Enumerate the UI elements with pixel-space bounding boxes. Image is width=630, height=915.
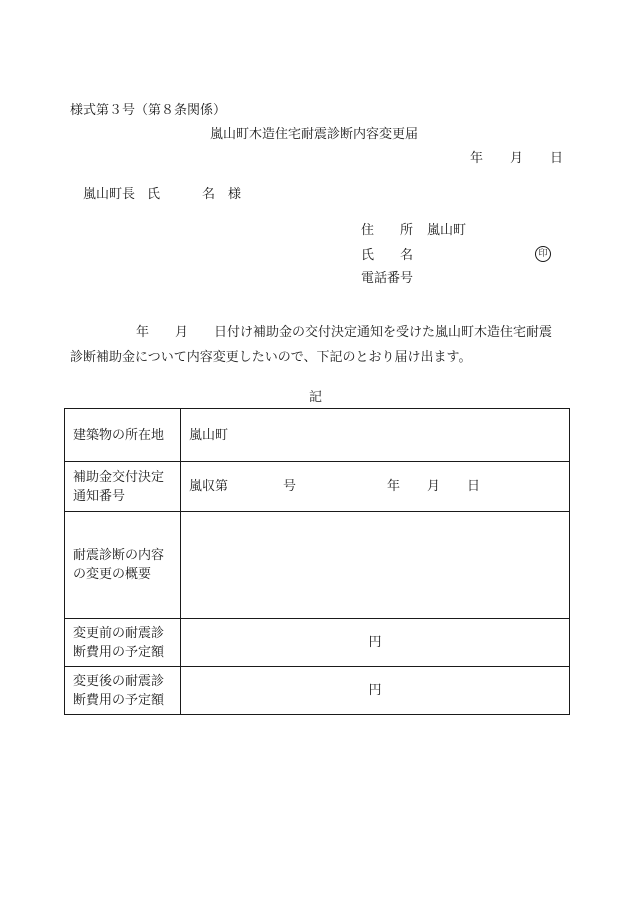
table-row [65, 512, 570, 619]
after-cost-label-line-1: 変更後の耐震診 [73, 673, 165, 689]
change-label-line-2: の変更の概要 [73, 567, 152, 582]
date-month-label: 月 [510, 151, 524, 166]
before-cost-unit: 円 [368, 635, 382, 650]
name-label: 氏 名 [361, 248, 414, 263]
body-line-2: 診断補助金について内容変更したいので、下記のとおり届け出ます。 [70, 350, 472, 365]
phone-label: 電話番号 [361, 271, 414, 286]
before-cost-label-line-1: 変更前の耐震診 [73, 625, 165, 641]
body-line-1: 年 月 日付け補助金の交付決定通知を受けた嵐山町木造住宅耐震 [136, 325, 553, 340]
address-value: 嵐山町 [427, 223, 467, 238]
after-cost-unit: 円 [368, 683, 382, 698]
document-title: 嵐山町木造住宅耐震診断内容変更届 [210, 127, 419, 142]
notice-value[interactable] [181, 462, 570, 512]
table-row [65, 667, 570, 715]
notice-prefix: 嵐収第 [189, 479, 229, 494]
recipient-mayor: 嵐山町長 [83, 187, 136, 202]
details-table [64, 408, 570, 715]
notice-year: 年 [387, 479, 401, 494]
table-row [65, 619, 570, 667]
change-label-line-1: 耐震診断の内容 [73, 548, 165, 563]
notice-day: 日 [467, 479, 481, 494]
ki-heading: 記 [309, 390, 323, 405]
recipient-shi: 氏 [147, 187, 161, 202]
seal-mark: 印 [535, 246, 551, 262]
body-paragraph [70, 320, 565, 370]
date-day-label: 日 [550, 151, 564, 166]
change-summary-value[interactable] [181, 512, 570, 619]
date-year-label: 年 [470, 151, 484, 166]
recipient-mei: 名 [202, 187, 216, 202]
before-cost-label-line-2: 断費用の予定額 [73, 644, 165, 660]
after-cost-label-line-2: 断費用の予定額 [73, 692, 165, 708]
notice-go: 号 [283, 479, 297, 494]
after-cost-label [65, 667, 181, 715]
before-cost-label [65, 619, 181, 667]
recipient-line [83, 188, 241, 201]
before-cost-value[interactable] [181, 619, 570, 667]
table-row [65, 409, 570, 462]
location-value[interactable]: 嵐山町 [181, 409, 570, 462]
table-row [65, 462, 570, 512]
recipient-sama: 様 [228, 187, 242, 202]
address-label: 住 所 [361, 223, 414, 238]
notice-month: 月 [427, 479, 441, 494]
notice-label [65, 462, 181, 512]
location-label: 建築物の所在地 [65, 409, 181, 462]
change-label [65, 512, 181, 619]
form-number: 様式第３号（第８条関係） [70, 103, 227, 118]
after-cost-value[interactable] [181, 667, 570, 715]
notice-label-line-2: 通知番号 [73, 488, 126, 504]
notice-label-line-1: 補助金交付決定 [73, 469, 165, 485]
